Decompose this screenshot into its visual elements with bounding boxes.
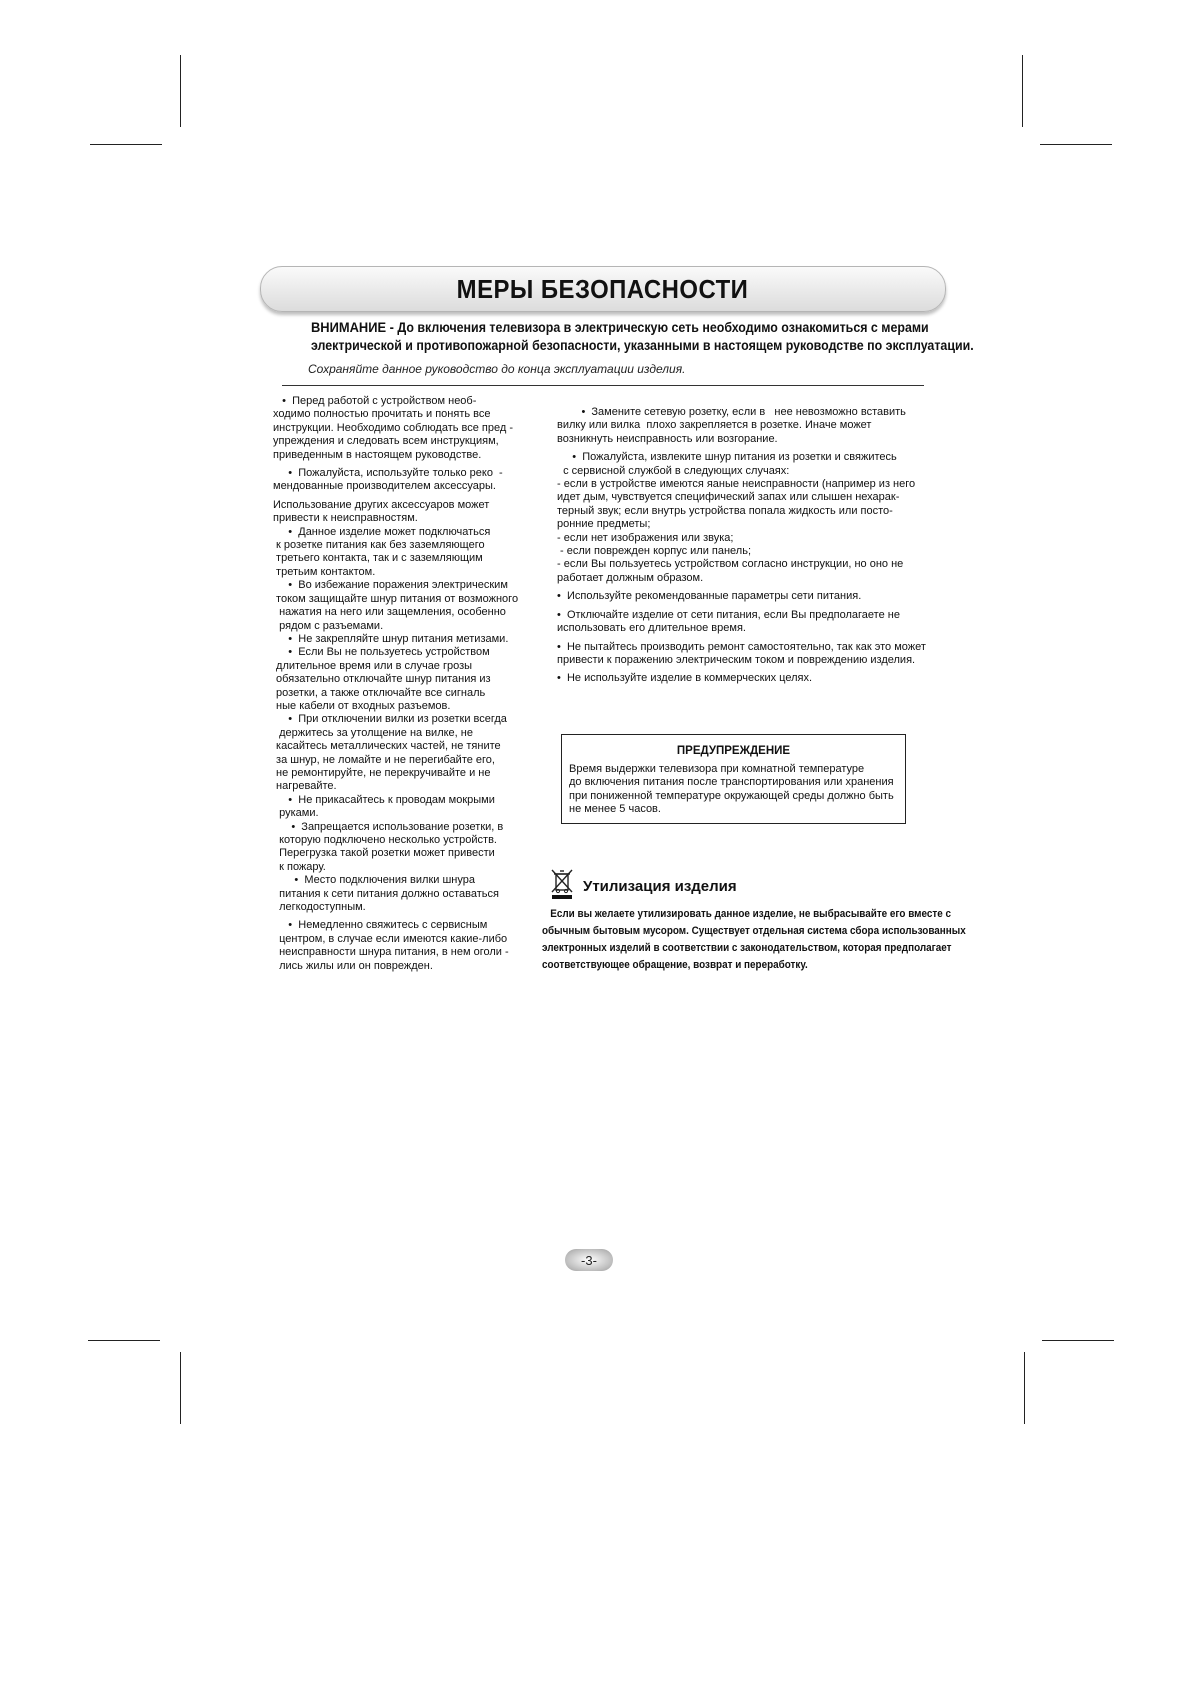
disposal-title: Утилизация изделия: [583, 878, 737, 895]
warning-title: ПРЕДУПРЕЖДЕНИЕ: [676, 745, 791, 757]
text-line: использовать его длительное время.: [557, 622, 746, 635]
text-line: Время выдержки телевизора при комнатной температуре: [569, 763, 865, 775]
text-line: • Данное изделие может подключаться: [273, 525, 491, 538]
text-line: • Не закрепляйте шнур питания метизами.: [273, 632, 509, 645]
text-line: Перегрузка такой розетки может привести: [273, 847, 495, 860]
text-line: при пониженной температуре окружающей среды должно быть: [569, 789, 894, 802]
right-column: [557, 406, 947, 686]
text-line: с сервисной службой в следующих случаях:: [557, 464, 790, 477]
text-line: Если вы желаете утилизировать данное изделие, не выбрасывайте его вместе с: [542, 908, 951, 920]
text-line: касайтесь металлических частей, не тяните: [273, 740, 501, 753]
text-line: • Отключайте изделие от сети питания, если Вы предполагаете не: [557, 608, 900, 621]
text-line: терный звук; если внутрь устройства попала жидкость или посто-: [557, 504, 893, 517]
text-line: привести к поражению электрическим током и повреждению изделия.: [557, 653, 916, 666]
text-line: идет дым, чувствуется специфический запах или слышен нехарак-: [557, 491, 900, 504]
crossed-bin-icon: [550, 868, 576, 900]
crop-mark: [180, 55, 181, 127]
text-line: • Пожалуйста, извлеките шнур питания из розетки и свяжитесь: [557, 451, 897, 464]
attention-label: ВНИМАНИЕ -: [311, 319, 394, 335]
crop-mark: [1022, 55, 1023, 127]
text-line: к пожару.: [273, 860, 326, 873]
text-line: держитесь за утолщение на вилке, не: [273, 726, 473, 739]
text-line: Использование других аксессуаров может: [273, 498, 490, 511]
text-line: не ремонтируйте, не перекручивайте и не: [273, 766, 491, 779]
text-line: • Замените сетевую розетку, если в нее невозможно вставить: [557, 406, 906, 418]
crop-mark: [1040, 144, 1112, 145]
text-line: - если нет изображения или звука;: [557, 531, 734, 544]
disposal-text: [542, 906, 966, 974]
text-line: • Не используйте изделие в коммерческих целях.: [557, 672, 813, 685]
text-line: - если в устройстве имеются яаные неисправности (например из него: [557, 478, 916, 491]
text-line: • Пожалуйста, используйте только реко -: [273, 467, 503, 480]
page-number: -3-: [565, 1249, 613, 1271]
divider: [282, 385, 924, 386]
crop-mark: [180, 1352, 181, 1424]
text-line: • Не пытайтесь производить ремонт самостоятельно, так как это может: [557, 640, 926, 653]
text-line: нагревайте.: [273, 780, 337, 793]
text-line: - если Вы пользуетесь устройством согласно инструкции, но оно не: [557, 558, 904, 571]
text-line: вилку или вилка плохо закрепляется в розетке. Иначе может: [557, 419, 872, 432]
text-line: руками.: [273, 807, 319, 820]
text-line: третьим контактом.: [273, 565, 376, 578]
text-line: обязательно отключайте шнур питания из: [273, 673, 491, 686]
warning-box: [561, 734, 906, 824]
text-line: обычным бытовым мусором. Существует отдельная система сбора использованных: [542, 925, 966, 937]
text-line: • Во избежание поражения электрическим: [273, 579, 508, 592]
text-line: нажатия на него или защемления, особенно: [273, 606, 506, 619]
text-line: • При отключении вилки из розетки всегда: [273, 713, 507, 726]
text-line: третьего контакта, так и с заземляющим: [273, 552, 483, 565]
text-line: возникнуть неисправность или возгорание.: [557, 432, 778, 445]
page-title: МЕРЫ БЕЗОПАСНОСТИ: [457, 273, 749, 304]
text-line: мендованные производителем аксессуары.: [273, 480, 496, 493]
text-line: • Немедленно свяжитесь с сервисным: [273, 919, 488, 932]
text-line: электронных изделий в соответствии с законодательством, которая предполагает: [542, 942, 952, 954]
title-banner: [260, 266, 946, 312]
text-line: упреждения и следовать всем инструкциям,: [273, 435, 499, 448]
warning-text: [569, 763, 894, 817]
text-line: • Если Вы не пользуетесь устройством: [273, 646, 490, 659]
attention-notice: [311, 318, 974, 355]
text-line: центром, в случае если имеются какие-либо: [273, 932, 508, 945]
crop-mark: [1024, 1352, 1025, 1424]
text-line: • Запрещается использование розетки, в: [273, 820, 504, 833]
text-line: розетки, а также отключайте все сигналь: [273, 686, 486, 699]
text-line: длительное время или в случае грозы: [273, 659, 473, 672]
text-line: привести к неисправностям.: [273, 512, 418, 525]
attention-line-1: До включения телевизора в электрическую сеть необходимо ознакомиться с мерами: [397, 320, 929, 335]
text-line: к розетке питания как без заземляющего: [273, 539, 485, 552]
text-line: соответствующее обращение, возврат и переработку.: [542, 959, 808, 971]
text-line: лись жилы или он поврежден.: [273, 959, 433, 972]
text-line: • Не прикасайтесь к проводам мокрыми: [273, 793, 495, 806]
text-line: инструкции. Необходимо соблюдать все пред -: [273, 421, 514, 434]
text-line: ходимо полностью прочитать и понять все: [273, 408, 491, 421]
crop-mark: [1042, 1340, 1114, 1341]
text-line: за шнур, не ломайте и не перегибайте его,: [273, 753, 495, 766]
text-line: рядом с разъемами.: [273, 619, 384, 632]
text-line: - если поврежден корпус или панель;: [557, 545, 751, 558]
text-line: легкодоступным.: [273, 901, 366, 914]
left-column: [273, 395, 535, 973]
text-line: не менее 5 часов.: [569, 803, 661, 816]
attention-line-2: электрической и противопожарной безопасности, указанными в настоящем руководстве по эксплуатации.: [311, 338, 974, 353]
text-line: которую подключено несколько устройств.: [273, 834, 497, 846]
text-line: ронние предметы;: [557, 518, 651, 531]
text-line: до включения питания после транспортирования или хранения: [569, 776, 894, 789]
text-line: • Перед работой с устройством необ-: [273, 395, 477, 407]
text-line: • Место подключения вилки шнура: [273, 874, 475, 887]
crop-mark: [90, 144, 162, 145]
text-line: • Используйте рекомендованные параметры сети питания.: [557, 590, 862, 603]
text-line: питания к сети питания должно оставаться: [273, 887, 499, 900]
text-line: работает должным образом.: [557, 571, 704, 584]
text-line: током защищайте шнур питания от возможного: [273, 592, 519, 605]
text-line: ные кабели от входных разъемов.: [273, 699, 451, 712]
text-line: неисправности шнура питания, в нем оголи -: [273, 946, 509, 959]
keep-manual-note: Сохраняйте данное руководство до конца эксплуатации изделия.: [308, 362, 686, 376]
text-line: приведенным в настоящем руководстве.: [273, 448, 482, 461]
crop-mark: [88, 1340, 160, 1341]
